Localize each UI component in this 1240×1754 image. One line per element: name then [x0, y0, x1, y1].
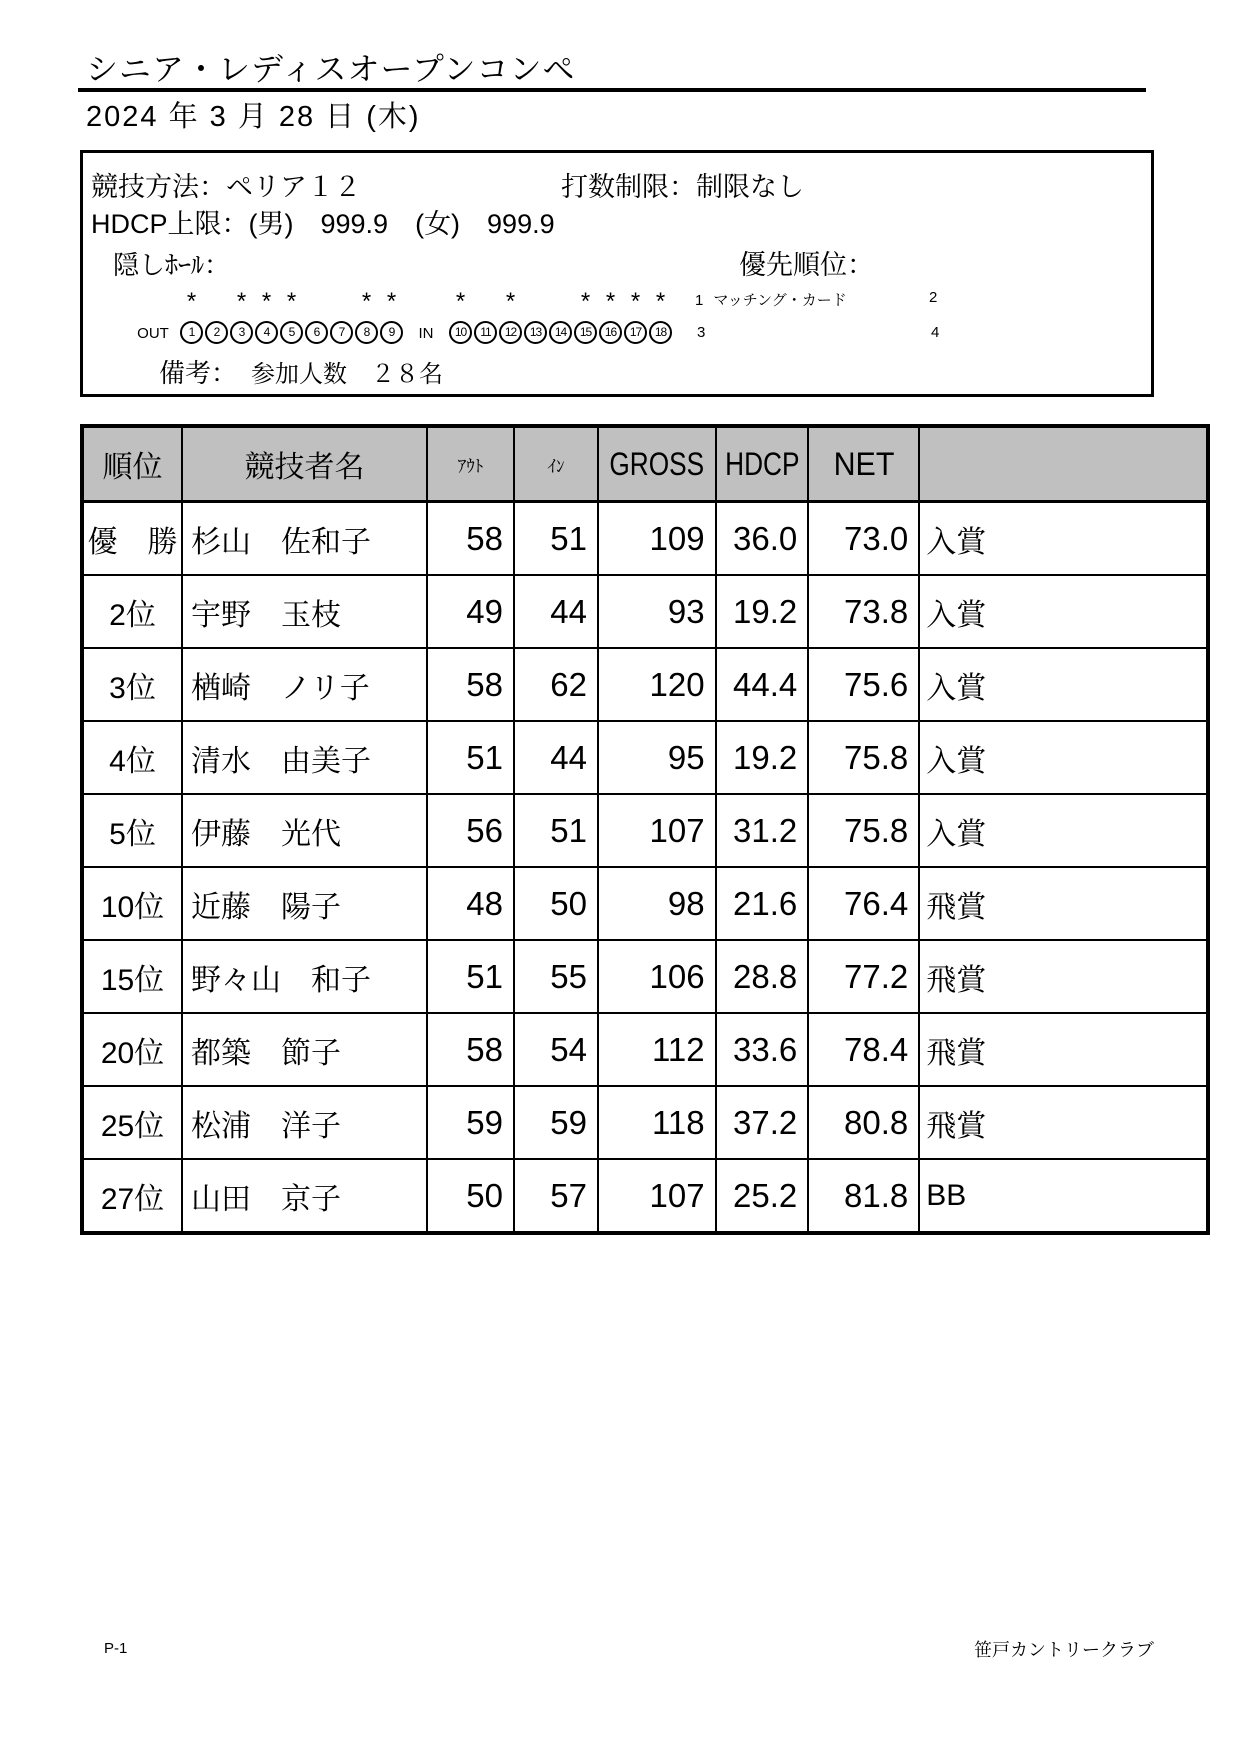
award-cell: 飛賞	[919, 1086, 1208, 1159]
results-table	[80, 424, 1210, 1235]
award-cell: 飛賞	[919, 940, 1208, 1013]
hole-number-circle: 18	[649, 321, 672, 344]
col-header-award	[919, 426, 1208, 502]
out-score-cell: 48	[427, 867, 514, 940]
award-cell: 入賞	[919, 502, 1208, 576]
hidden-hole-star: *	[386, 288, 397, 315]
hole-cell	[204, 289, 229, 344]
hidden-hole-star: *	[361, 288, 372, 315]
gross-score-cell: 109	[598, 502, 716, 576]
hole-cell	[623, 289, 648, 344]
table-row	[82, 867, 1208, 940]
priority-label: 優先順位：	[739, 250, 874, 280]
gross-score-cell: 93	[598, 575, 716, 648]
hole-cell	[648, 289, 673, 344]
method-label: 競技方法：	[91, 172, 226, 202]
col-header-out: ｱｳﾄ	[427, 426, 514, 502]
hidden-hole-star: *	[261, 288, 272, 315]
gross-score-cell: 107	[598, 1159, 716, 1233]
hole-cell	[598, 289, 623, 344]
award-cell: BB	[919, 1159, 1208, 1233]
hdcp-cell: 37.2	[716, 1086, 809, 1159]
rank-cell: 20位	[82, 1013, 182, 1086]
hidden-hole-star: *	[455, 288, 466, 315]
club-name: 笹戸カントリークラブ	[974, 1640, 1154, 1660]
hole-cell	[329, 289, 354, 344]
table-row	[82, 502, 1208, 576]
hidden-hole-star: *	[605, 288, 616, 315]
out-score-cell: 49	[427, 575, 514, 648]
award-cell: 入賞	[919, 648, 1208, 721]
table-row	[82, 648, 1208, 721]
award-cell: 飛賞	[919, 867, 1208, 940]
net-score-cell: 73.0	[808, 502, 919, 576]
award-cell: 入賞	[919, 575, 1208, 648]
gross-score-cell: 120	[598, 648, 716, 721]
net-score-cell: 80.8	[808, 1086, 919, 1159]
award-cell: 入賞	[919, 794, 1208, 867]
hdcp-cell: 28.8	[716, 940, 809, 1013]
net-score-cell: 75.8	[808, 794, 919, 867]
hole-number-circle: 2	[205, 321, 228, 344]
table-body	[82, 502, 1208, 1234]
hole-number-circle: 8	[355, 321, 378, 344]
hole-cell	[254, 289, 279, 344]
method-value: ペリア１２	[226, 172, 361, 202]
net-score-cell: 75.8	[808, 721, 919, 794]
priority-number: 4	[931, 324, 940, 341]
hole-cell	[354, 289, 379, 344]
hdcp-cell: 44.4	[716, 648, 809, 721]
hdcp-cell: 36.0	[716, 502, 809, 576]
priority-text: マッチング・カード	[713, 292, 847, 309]
hole-number-circle: 5	[280, 321, 303, 344]
table-row	[82, 940, 1208, 1013]
hole-cell	[229, 289, 254, 344]
table-header-row	[82, 426, 1208, 502]
remarks-value: 参加人数 ２８名	[251, 361, 444, 388]
net-score-cell: 78.4	[808, 1013, 919, 1086]
hole-number-circle: 3	[230, 321, 253, 344]
player-name-cell: 野々山 和子	[182, 940, 427, 1013]
table-row	[82, 721, 1208, 794]
hidden-hole-star: *	[186, 288, 197, 315]
in-score-cell: 57	[514, 1159, 598, 1233]
col-header-rank: 順位	[82, 426, 182, 502]
player-name-cell: 都築 節子	[182, 1013, 427, 1086]
player-name-cell: 楢崎 ノリ子	[182, 648, 427, 721]
in-score-cell: 50	[514, 867, 598, 940]
col-header-name: 競技者名	[182, 426, 427, 502]
gross-score-cell: 95	[598, 721, 716, 794]
out-score-cell: 50	[427, 1159, 514, 1233]
rank-cell: 25位	[82, 1086, 182, 1159]
out-score-cell: 51	[427, 940, 514, 1013]
page-title: シニア・レディスオープンコンペ	[86, 51, 576, 87]
hole-cell	[379, 289, 404, 344]
rank-cell: 15位	[82, 940, 182, 1013]
rank-cell: 5位	[82, 794, 182, 867]
gross-score-cell: 98	[598, 867, 716, 940]
table-row	[82, 575, 1208, 648]
gross-score-cell: 118	[598, 1086, 716, 1159]
net-score-cell: 76.4	[808, 867, 919, 940]
hdcp-cell: 33.6	[716, 1013, 809, 1086]
rank-cell: 優 勝	[82, 502, 182, 576]
player-name-cell: 近藤 陽子	[182, 867, 427, 940]
hole-number-circle: 11	[474, 321, 497, 344]
hole-number-circle: 13	[524, 321, 547, 344]
col-header-net: NET	[808, 426, 919, 502]
hole-cell	[573, 289, 598, 344]
rank-cell: 3位	[82, 648, 182, 721]
in-score-cell: 51	[514, 794, 598, 867]
hole-cell	[473, 289, 498, 344]
priority-item-4	[931, 324, 949, 341]
player-name-cell: 山田 京子	[182, 1159, 427, 1233]
remarks-row	[159, 353, 443, 390]
hdcp-limit-row	[91, 202, 555, 241]
out-score-cell: 58	[427, 502, 514, 576]
hole-number-circle: 16	[599, 321, 622, 344]
out-score-cell: 51	[427, 721, 514, 794]
in-score-cell: 44	[514, 721, 598, 794]
hole-cell	[548, 289, 573, 344]
hole-number-circle: 10	[449, 321, 472, 344]
page-number: P-1	[104, 1640, 128, 1657]
hole-number-circle: 4	[255, 321, 278, 344]
hole-cell	[304, 289, 329, 344]
in-score-cell: 59	[514, 1086, 598, 1159]
hole-number-circle: 12	[499, 321, 522, 344]
out-score-cell: 58	[427, 1013, 514, 1086]
hdcp-cell: 19.2	[716, 575, 809, 648]
hole-number-circle: 6	[305, 321, 328, 344]
hdcp-cell: 25.2	[716, 1159, 809, 1233]
hole-cell	[523, 289, 548, 344]
hole-number-circle: 9	[380, 321, 403, 344]
net-score-cell: 77.2	[808, 940, 919, 1013]
priority-item-2	[929, 289, 947, 306]
in-score-cell: 44	[514, 575, 598, 648]
hdcp-cell: 31.2	[716, 794, 809, 867]
player-name-cell: 松浦 洋子	[182, 1086, 427, 1159]
hidden-hole-star: *	[286, 288, 297, 315]
shot-limit-value: 制限なし	[696, 172, 804, 202]
in-score-cell: 51	[514, 502, 598, 576]
col-header-gross: GROSS	[598, 426, 716, 502]
priority-number: 3	[697, 324, 706, 341]
method-row	[91, 165, 361, 204]
in-score-cell: 62	[514, 648, 598, 721]
net-score-cell: 75.6	[808, 648, 919, 721]
hidden-hole-star: *	[236, 288, 247, 315]
hidden-hole-label: 隠しﾎｰﾙ：	[113, 250, 231, 280]
hole-cell	[279, 289, 304, 344]
hidden-hole-star: *	[580, 288, 591, 315]
hdcp-limit-label: HDCP上限：	[91, 209, 249, 239]
hole-number-circle: 1	[180, 321, 203, 344]
remarks-label: 備考：	[159, 358, 238, 388]
priority-item-1	[695, 289, 847, 310]
rank-cell: 4位	[82, 721, 182, 794]
in-score-cell: 55	[514, 940, 598, 1013]
hole-number-circle: 14	[549, 321, 572, 344]
out-score-cell: 58	[427, 648, 514, 721]
hidden-holes-display	[127, 287, 673, 344]
gross-score-cell: 107	[598, 794, 716, 867]
in-score-cell: 54	[514, 1013, 598, 1086]
hdcp-cell: 19.2	[716, 721, 809, 794]
player-name-cell: 伊藤 光代	[182, 794, 427, 867]
col-header-hdcp: HDCP	[716, 426, 809, 502]
gross-score-cell: 112	[598, 1013, 716, 1086]
hole-number-circle: 15	[574, 321, 597, 344]
priority-number: 2	[929, 289, 938, 306]
competition-info-box	[80, 150, 1154, 397]
gross-score-cell: 106	[598, 940, 716, 1013]
hidden-hole-star: *	[630, 288, 641, 315]
table-row	[82, 1159, 1208, 1233]
rank-cell: 10位	[82, 867, 182, 940]
hole-cell	[448, 289, 473, 344]
col-header-in: ｲﾝ	[514, 426, 598, 502]
hole-cell	[498, 289, 523, 344]
award-cell: 飛賞	[919, 1013, 1208, 1086]
out-score-cell: 56	[427, 794, 514, 867]
award-cell: 入賞	[919, 721, 1208, 794]
net-score-cell: 73.8	[808, 575, 919, 648]
shot-limit-label: 打数制限：	[561, 172, 696, 202]
table-row	[82, 1013, 1208, 1086]
hdcp-limit-value: (男) 999.9 (女) 999.9	[248, 209, 555, 239]
rank-cell: 27位	[82, 1159, 182, 1233]
in-label: IN	[418, 325, 434, 342]
event-date: 2024 年 3 月 28 日 (木)	[86, 101, 421, 133]
player-name-cell: 清水 由美子	[182, 721, 427, 794]
table-row	[82, 1086, 1208, 1159]
title-underline	[78, 88, 1146, 92]
player-name-cell: 宇野 玉枝	[182, 575, 427, 648]
priority-number: 1	[695, 292, 704, 309]
hidden-hole-star: *	[505, 288, 516, 315]
hole-cell	[179, 289, 204, 344]
out-score-cell: 59	[427, 1086, 514, 1159]
hole-number-circle: 7	[330, 321, 353, 344]
player-name-cell: 杉山 佐和子	[182, 502, 427, 576]
hdcp-cell: 21.6	[716, 867, 809, 940]
rank-cell: 2位	[82, 575, 182, 648]
shot-limit-row	[561, 165, 804, 204]
priority-item-3	[697, 324, 715, 341]
hole-number-circle: 17	[624, 321, 647, 344]
table-row	[82, 794, 1208, 867]
net-score-cell: 81.8	[808, 1159, 919, 1233]
hidden-hole-star: *	[655, 288, 666, 315]
out-label: OUT	[137, 325, 169, 342]
